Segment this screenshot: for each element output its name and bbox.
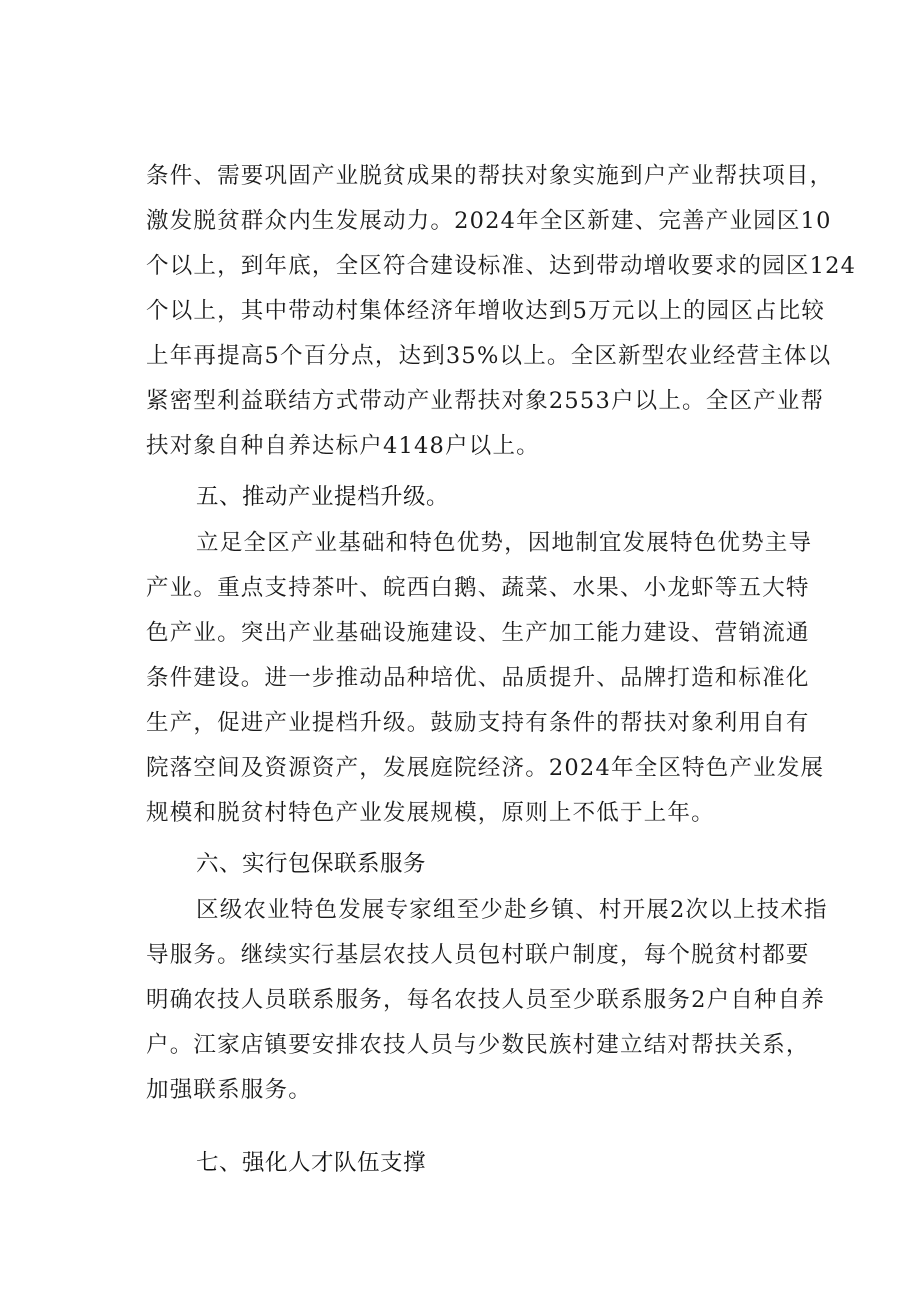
paragraph-line: 明确农技人员联系服务，每名农技人员至少联系服务2户自种自养 (146, 987, 826, 1013)
paragraph-line: 紧密型利益联结方式带动产业帮扶对象2553户以上。全区产业帮 (146, 388, 825, 414)
paragraph-line: 院落空间及资源资产，发展庭院经济。2024年全区特色产业发展 (146, 755, 825, 781)
section-heading-5: 五、推动产业提档升级。 (196, 484, 450, 510)
paragraph-line: 扶对象自种自养达标户4148户以上。 (146, 433, 540, 459)
paragraph-line: 条件、需要巩固产业脱贫成果的帮扶对象实施到户产业帮扶项目， (146, 163, 834, 189)
paragraph-line: 规模和脱贫村特色产业发展规模，原则上不低于上年。 (146, 800, 715, 826)
paragraph-line: 生产，促进产业提档升级。鼓励支持有条件的帮扶对象利用自有 (146, 710, 810, 736)
paragraph-line: 区级农业特色发展专家组至少赴乡镇、村开展2次以上技术指 (196, 897, 828, 923)
paragraph-line: 立足全区产业基础和特色优势，因地制宜发展特色优势主导 (196, 530, 813, 556)
paragraph-line: 上年再提高5个百分点，达到35%以上。全区新型农业经营主体以 (146, 343, 832, 369)
paragraph-line: 条件建设。进一步推动品种培优、品质提升、品牌打造和标准化 (146, 665, 810, 691)
paragraph-line: 户。江家店镇要安排农技人员与少数民族村建立结对帮扶关系， (146, 1032, 810, 1058)
paragraph-line: 激发脱贫群众内生发展动力。2024年全区新建、完善产业园区10 (146, 208, 832, 234)
document-page (146, 154, 857, 1187)
section-6-body (146, 888, 828, 1113)
paragraph-line: 个以上，其中带动村集体经济年增收达到5万元以上的园区占比较 (146, 298, 826, 324)
paragraph-line: 个以上，到年底，全区符合建设标准、达到带动增收要求的园区124 (146, 253, 857, 279)
paragraph-line: 色产业。突出产业基础设施建设、生产加工能力建设、营销流通 (146, 620, 810, 646)
section-5-body (146, 521, 825, 836)
paragraph-line: 产业。重点支持茶叶、皖西白鹅、蔬菜、水果、小龙虾等五大特 (146, 575, 810, 601)
section-4-continuation (146, 154, 857, 469)
paragraph-line: 加强联系服务。 (146, 1077, 312, 1103)
paragraph-line: 导服务。继续实行基层农技人员包村联户制度，每个脱贫村都要 (146, 942, 810, 968)
section-heading-7: 七、强化人才队伍支撑 (196, 1150, 427, 1176)
section-heading-6: 六、实行包保联系服务 (196, 851, 427, 877)
